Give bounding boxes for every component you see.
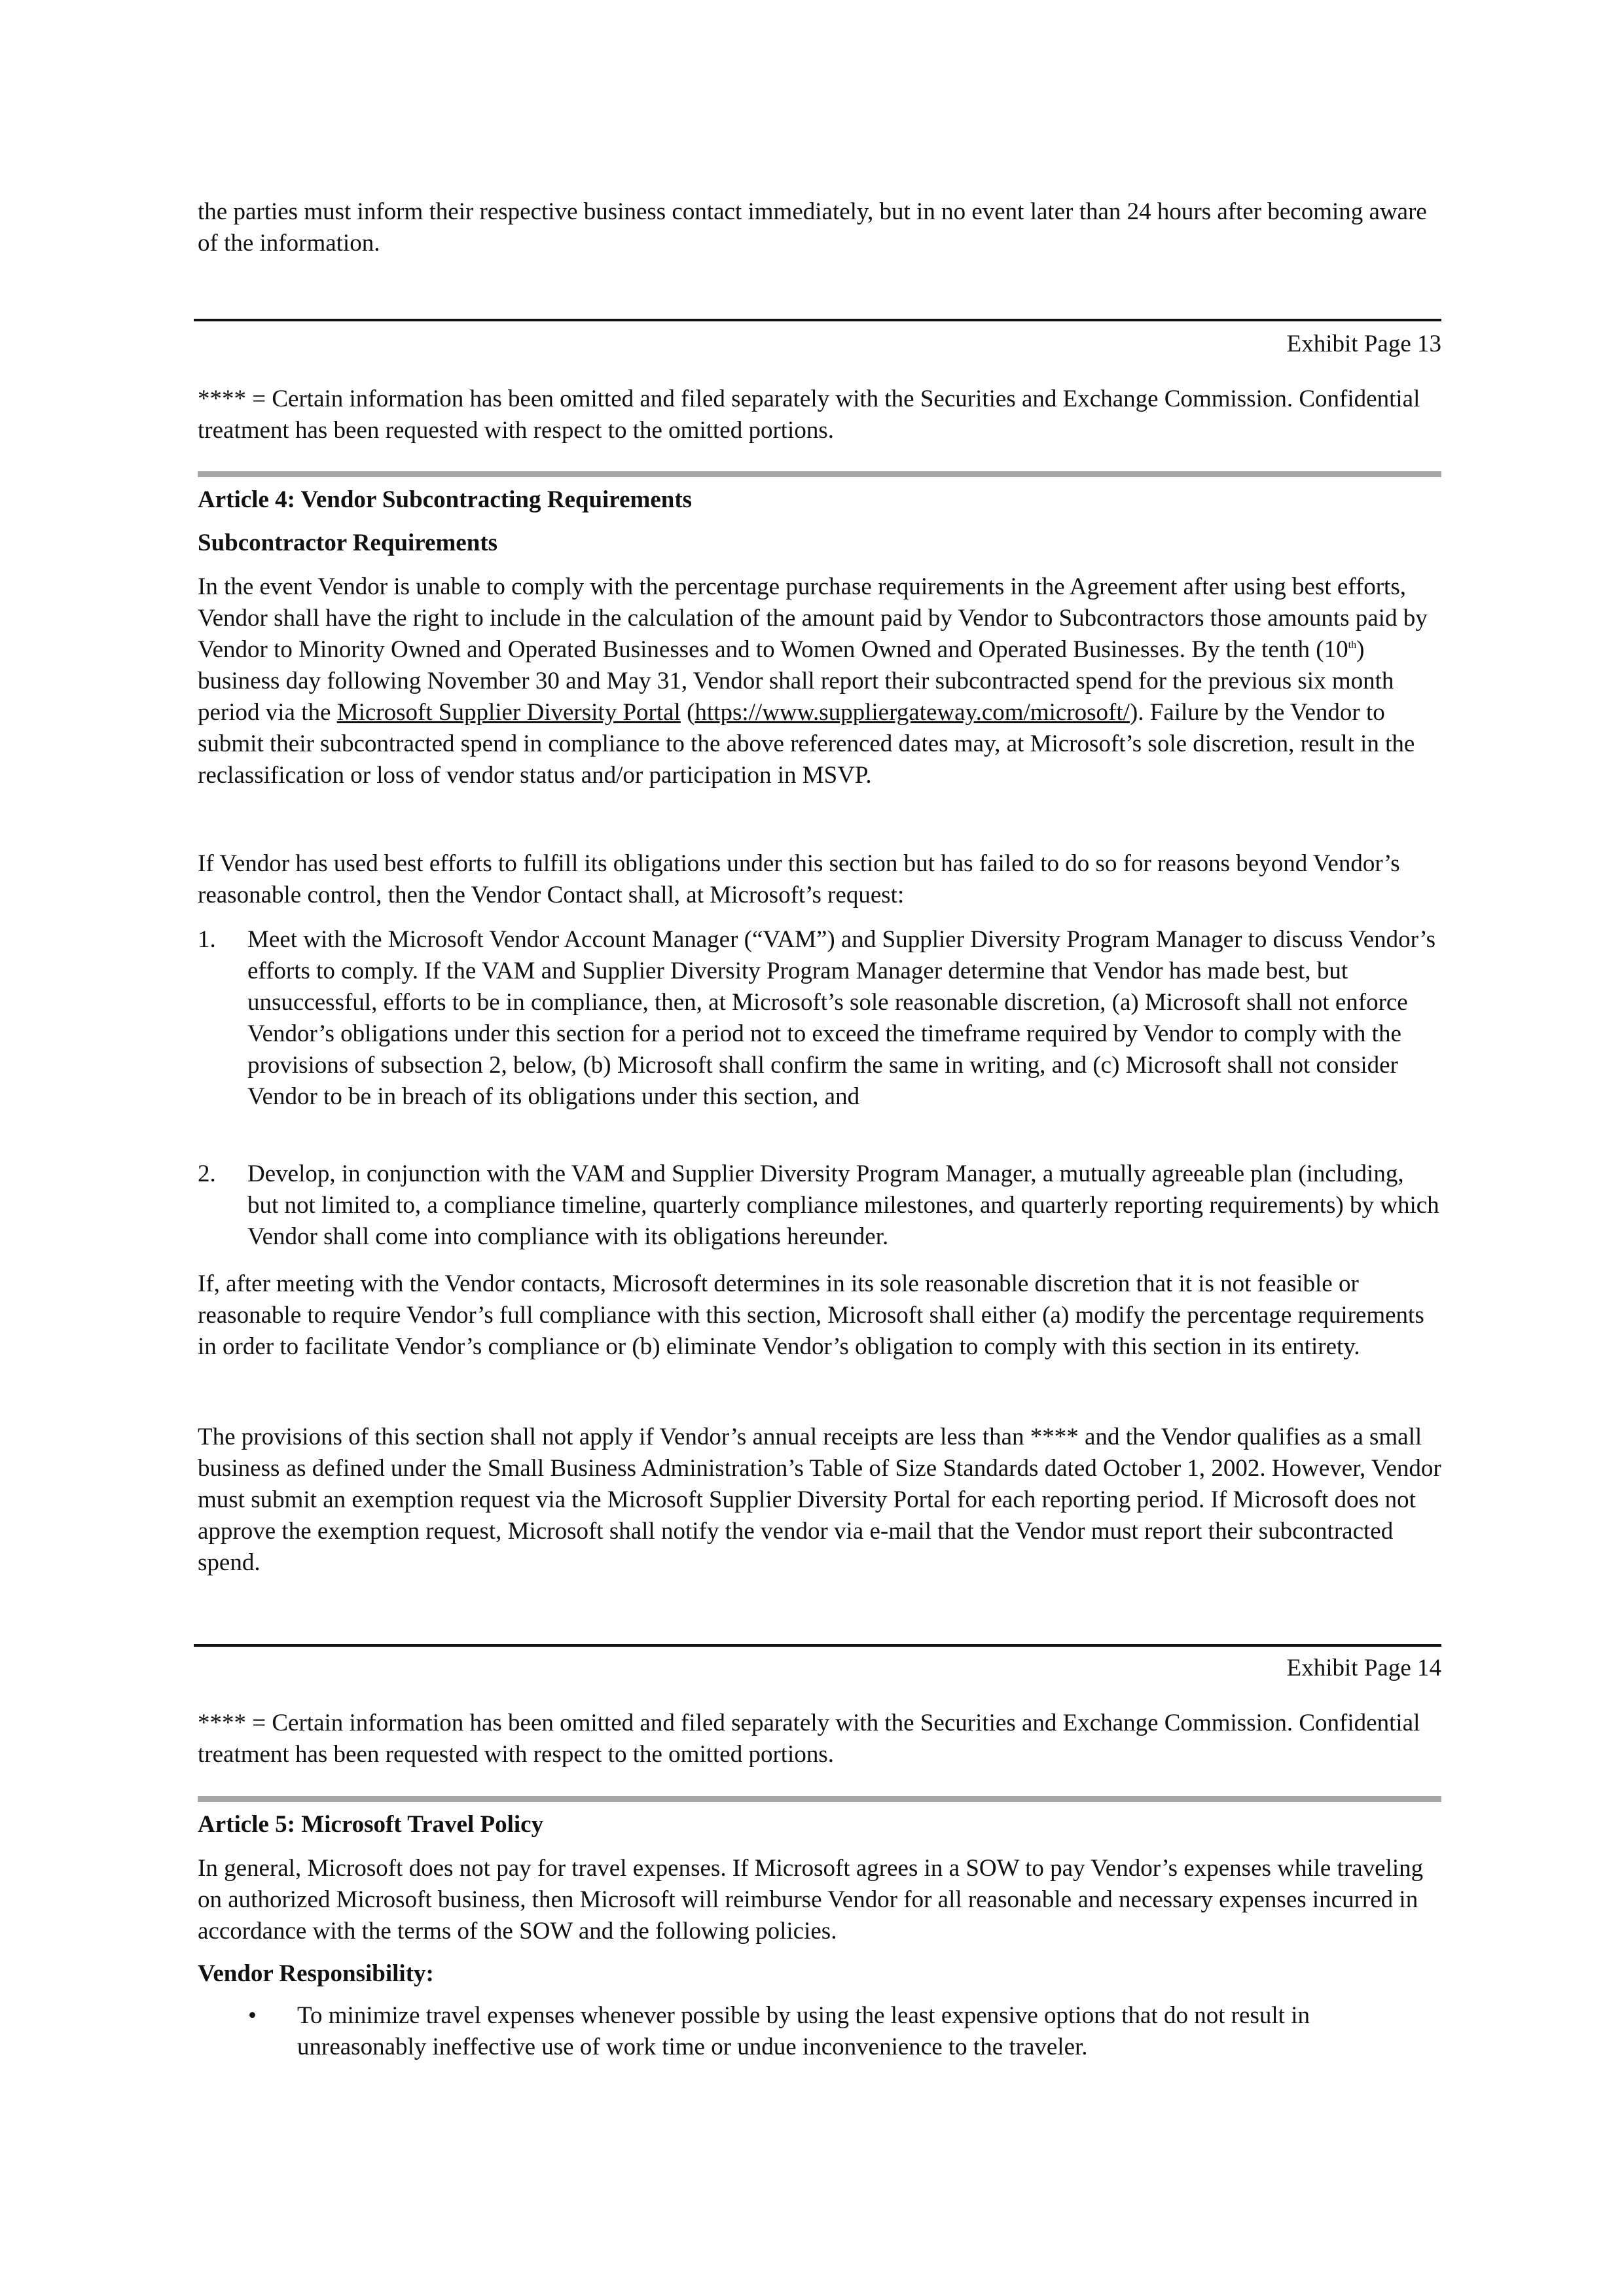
portal-url-link[interactable]: https://www.suppliergateway.com/microsoft/: [695, 699, 1130, 726]
article-4-paragraph-4: The provisions of this section shall not apply if Vendor’s annual receipts are less than **** and the Vendor qualifies as a small business as defined under the Small Business Administration’s Table of Size Standards dated October 1, 2002. However, Vendor must submit an exemption request via the Microsoft Supplier Diversity Portal for each reporting period. If Microsoft does not approve the exemption request, Microsoft shall notify the vendor via e-mail that the Vendor must report their subcontracted spend.: [198, 1424, 1441, 1576]
vendor-responsibility-heading: Vendor Responsibility:: [198, 1960, 434, 1987]
header-rule: [198, 471, 1441, 477]
continuation-paragraph: the parties must inform their respective business contact immediately, but in no event later than 24 hours after becoming aware of the information.: [198, 198, 1427, 257]
article-4-paragraph-3: If, after meeting with the Vendor contacts, Microsoft determines in its sole reasonable discretion that it is not feasible or reasonable to require Vendor’s full compliance with this section, Microsoft shall either (a) modify the percentage requirements in order to facilitate Vendor’s compliance or (b) eliminate Vendor’s obligation to comply with this section in its entirety.: [198, 1270, 1424, 1360]
bullet-icon: •: [248, 2002, 257, 2029]
article-4-subheading: Subcontractor Requirements: [198, 529, 498, 556]
list-item-text: Develop, in conjunction with the VAM and Supplier Diversity Program Manager, a mutually agreeable plan (including, but not limited to, a compliance timeline, quarterly compliance milestones, and quarterly reporting requirements) by which Vendor shall come into compliance with its obligations hereunder.: [247, 1160, 1439, 1250]
article-4-paragraph-2: If Vendor has used best efforts to fulfill its obligations under this section but has failed to do so for reasons beyond Vendor’s reasonable control, then the Vendor Contact shall, at Microsoft’s request:: [198, 850, 1400, 908]
supplier-diversity-portal-link[interactable]: Microsoft Supplier Diversity Portal: [336, 699, 681, 726]
list-number: 2.: [198, 1160, 216, 1187]
article-5-heading: Article 5: Microsoft Travel Policy: [198, 1811, 544, 1838]
page-divider: [194, 319, 1441, 321]
list-number: 1.: [198, 926, 216, 953]
exhibit-page-number: Exhibit Page 14: [1286, 1655, 1441, 1681]
page-divider: [194, 1644, 1441, 1647]
article-4-paragraph-1: In the event Vendor is unable to comply with the percentage purchase requirements in the Agreement after using best efforts, Vendor shall have the right to include in the calculation of the amount paid by Vendor to Subcontractors those amounts paid by Vendor to Minority Owned and Operated Businesses and to Women Owned and Operated Businesses. By the tenth (10th) business day following November 30 and May 31, Vendor shall report their subcontracted spend for the previous six month period via the Microsoft Supplier Diversity Portal (https://www.suppliergateway.com/microsoft/). Failure by the Vendor to submit their subcontracted spend in compliance to the above referenced dates may, at Microsoft’s sole discretion, result in the reclassification or loss of vendor status and/or participation in MSVP.: [198, 573, 1428, 789]
header-rule: [198, 1796, 1441, 1802]
list-item-text: Meet with the Microsoft Vendor Account Manager (“VAM”) and Supplier Diversity Program Manager to discuss Vendor’s efforts to comply. If the VAM and Supplier Diversity Program Manager determine that Vendor has made best, but unsuccessful, efforts to be in compliance, then, at Microsoft’s sole reasonable discretion, (a) Microsoft shall not enforce Vendor’s obligations under this section for a period not to exceed the timeframe required by Vendor to comply with the provisions of subsection 2, below, (b) Microsoft shall confirm the same in writing, and (c) Microsoft shall not consider Vendor to be in breach of its obligations under this section, and: [247, 926, 1436, 1110]
confidential-notice: **** = Certain information has been omitted and filed separately with the Securities and Exchange Commission. Confidential treatment has been requested with respect to the omitted portions.: [198, 386, 1420, 444]
article-5-paragraph-1: In general, Microsoft does not pay for travel expenses. If Microsoft agrees in a SOW to pay Vendor’s expenses while traveling on authorized Microsoft business, then Microsoft will reimburse Vendor for all reasonable and necessary expenses incurred in accordance with the terms of the SOW and the following policies.: [198, 1855, 1424, 1945]
article-4-heading: Article 4: Vendor Subcontracting Requirements: [198, 486, 693, 513]
exhibit-page-number: Exhibit Page 13: [1286, 331, 1441, 357]
list-item-text: To minimize travel expenses whenever possible by using the least expensive options that do not result in unreasonably ineffective use of work time or undue inconvenience to the traveler.: [297, 2002, 1310, 2060]
confidential-notice: **** = Certain information has been omitted and filed separately with the Securities and Exchange Commission. Confidential treatment has been requested with respect to the omitted portions.: [198, 1710, 1420, 1768]
